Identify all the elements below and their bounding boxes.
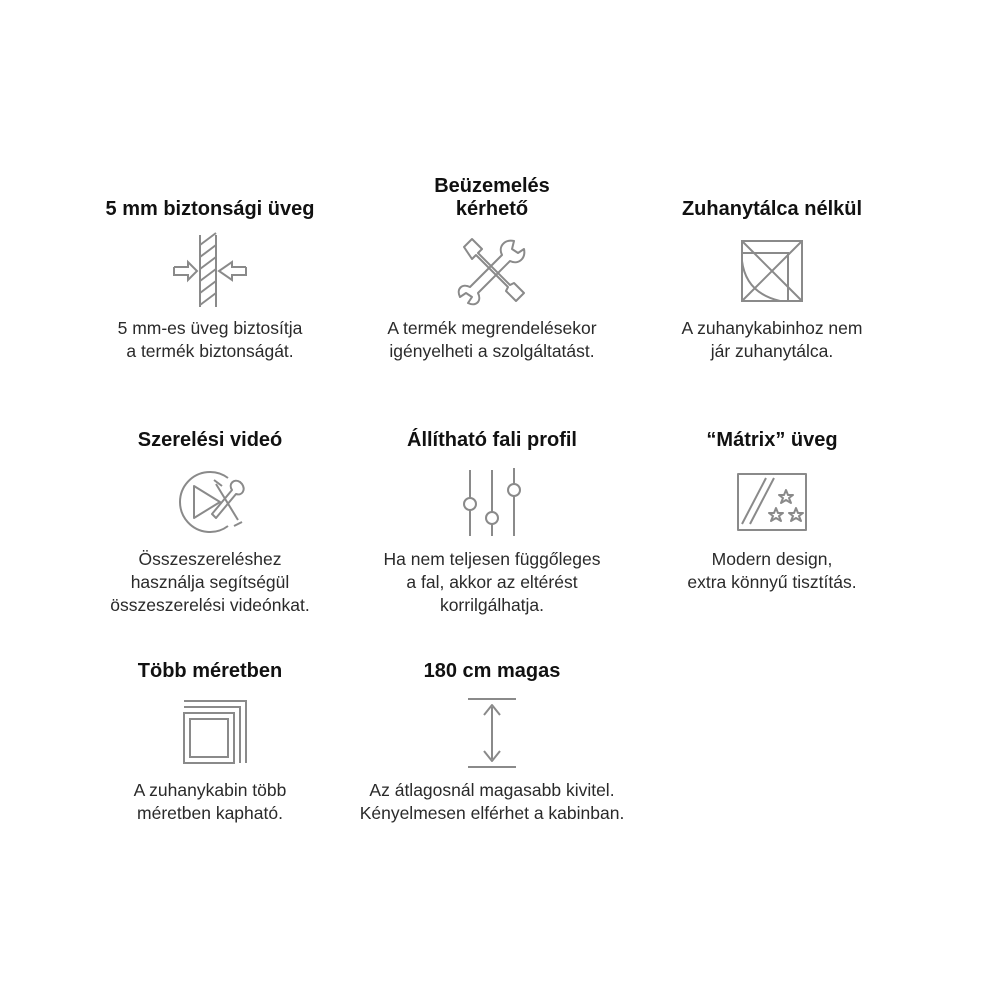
no-shower-tray-icon — [732, 231, 812, 311]
feature-description: Ha nem teljesen függőleges a fal, akkor az eltérést korrilgálhatja. — [383, 549, 601, 615]
feature-no-shower-tray — [622, 175, 922, 363]
installation-video-icon — [170, 462, 250, 542]
feature-description: Modern design, extra könnyű tisztítás. — [687, 549, 857, 592]
feature-title: Szerelési videó — [137, 429, 283, 451]
safety-glass-icon — [170, 231, 250, 311]
feature-title: Beüzemelés kérhető — [434, 175, 550, 220]
matrix-glass-icon — [732, 462, 812, 542]
feature-multiple-sizes — [60, 637, 360, 825]
feature-description: Az átlagosnál magasabb kivitel. Kényelmesen elférhet a kabinban. — [359, 780, 625, 823]
feature-matrix-glass — [622, 406, 922, 594]
tools-icon — [452, 231, 532, 311]
feature-title: Több méretben — [137, 660, 283, 682]
feature-title: 5 mm biztonsági üveg — [105, 198, 315, 220]
feature-description: A termék megrendelésekor igényelheti a szolgáltatást. — [387, 318, 597, 361]
feature-height — [342, 637, 642, 825]
adjustable-profile-icon — [452, 462, 532, 542]
multiple-sizes-icon — [170, 693, 250, 773]
feature-title: 180 cm magas — [423, 660, 561, 682]
feature-adjustable-wall-profile — [342, 406, 642, 617]
feature-description: 5 mm-es üveg biztosítja a termék biztonságát. — [117, 318, 303, 361]
feature-description: Összeszereléshez használja segítségül összeszerelési videónkat. — [110, 549, 310, 615]
height-icon — [452, 693, 532, 773]
feature-description: A zuhanykabinhoz nem jár zuhanytálca. — [681, 318, 863, 361]
feature-installation-service — [342, 175, 642, 363]
feature-installation-video — [60, 406, 360, 617]
feature-safety-glass — [60, 175, 360, 363]
feature-description: A zuhanykabin több méretben kapható. — [133, 780, 287, 823]
feature-title: Zuhanytálca nélkül — [681, 198, 863, 220]
feature-title: “Mátrix” üveg — [706, 429, 838, 451]
feature-title: Állítható fali profil — [407, 429, 577, 451]
